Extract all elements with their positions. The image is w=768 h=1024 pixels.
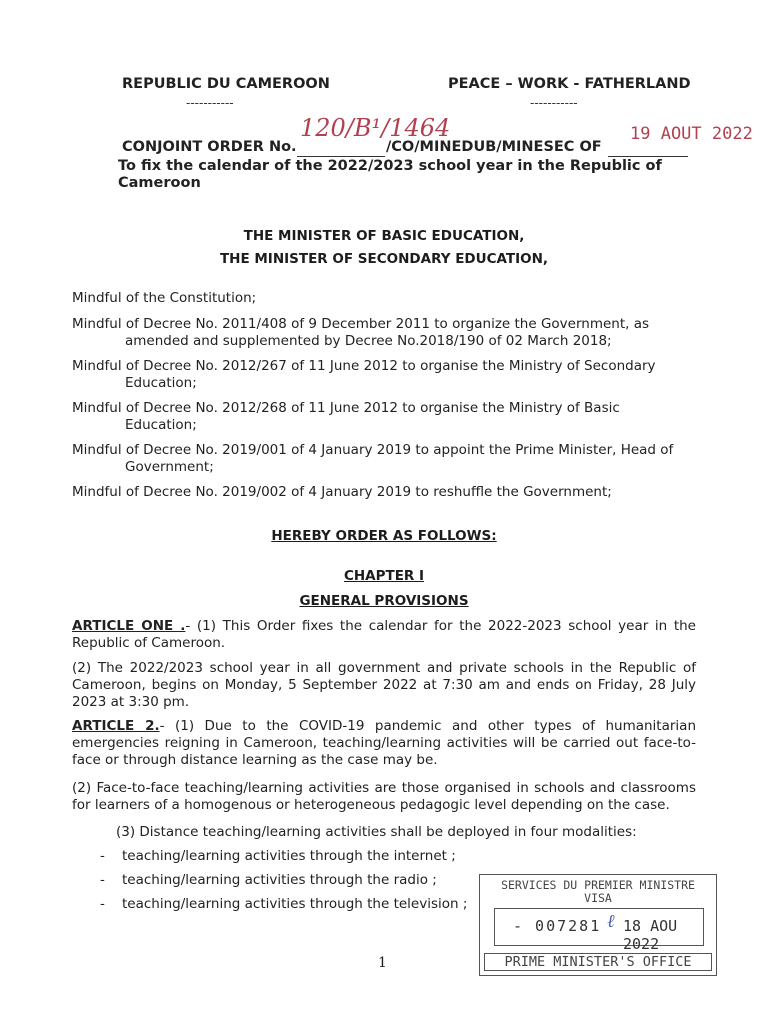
order-number-underline: [297, 156, 385, 157]
article-one-paragraph-2: (2) The 2022/2023 school year in all government and private schools in the Republic of Cameroon, begins on Monday, 5 September 2022 at 7:30 am and ends on Friday, 28 July 2023 at 3:30 pm.: [72, 660, 696, 710]
mindful-clause: Mindful of Decree No. 2019/001 of 4 January 2019 to appoint the Prime Minister, Head of Government;: [72, 442, 674, 475]
header-left-dashes: -----------: [186, 96, 234, 110]
order-title-line1: To fix the calendar of the 2022/2023 school year in the Republic of: [118, 158, 662, 174]
mindful-clause: Mindful of Decree No. 2019/002 of 4 January 2019 to reshuffle the Government;: [72, 484, 612, 500]
order-title-line2: Cameroon: [118, 175, 201, 191]
list-item: - teaching/learning activities through the television ;: [100, 896, 468, 912]
mindful-clause: Mindful of Decree No. 2012/267 of 11 June 2012 to organise the Ministry of Secondary Education;: [72, 358, 656, 391]
visa-stamp-line2: VISA: [584, 891, 612, 905]
visa-stamp-line1: SERVICES DU PREMIER MINISTRE: [501, 878, 695, 892]
list-item: - teaching/learning activities through the radio ;: [100, 872, 437, 888]
hereby-order-heading: HEREBY ORDER AS FOLLOWS:: [271, 528, 497, 544]
visa-stamp: [479, 874, 717, 976]
article-one: ARTICLE ONE .- (1) This Order fixes the calendar for the 2022-2023 school year in the Republic of Cameroon.: [72, 618, 696, 651]
header-left: REPUBLIC DU CAMEROON: [122, 76, 330, 92]
visa-stamp-footer: PRIME MINISTER'S OFFICE: [484, 953, 712, 971]
article-two-paragraph-2: (2) Face-to-face teaching/learning activities are those organised in schools and classrooms for learners of a homogenous or heterogeneous pedagogic level depending on the case.: [72, 780, 696, 813]
minister-basic-education: THE MINISTER OF BASIC EDUCATION,: [243, 228, 525, 244]
article-two-label: ARTICLE 2.: [72, 718, 160, 734]
chapter-number: CHAPTER I: [343, 568, 425, 584]
article-two: ARTICLE 2.- (1) Due to the COVID-19 pandemic and other types of humanitarian emergencies reigning in Cameroon, teaching/learning activities will be carried out face-to-face or through distance learning as the case may be.: [72, 718, 696, 768]
mindful-clause: Mindful of the Constitution;: [72, 290, 257, 306]
mindful-clause: Mindful of Decree No. 2012/268 of 11 June 2012 to organise the Ministry of Basic Education;: [72, 400, 620, 433]
mindful-clause: Mindful of Decree No. 2011/408 of 9 December 2011 to organize the Government, as amended and supplemented by Decree No.2018/190 of 02 March 2018;: [72, 316, 650, 349]
header-right-dashes: -----------: [530, 96, 578, 110]
minister-secondary-education: THE MINISTER OF SECONDARY EDUCATION,: [219, 251, 549, 267]
visa-stamp-date: 18 AOU 2022: [623, 917, 678, 953]
article-one-label: ARTICLE ONE .: [72, 618, 186, 634]
page-number: 1: [378, 955, 387, 971]
order-date-stamp: 19 AOUT 2022: [630, 124, 753, 144]
chapter-title: GENERAL PROVISIONS: [299, 593, 469, 609]
order-date-underline: [608, 156, 688, 157]
signature-mark-icon: ℓ: [607, 911, 615, 932]
order-suffix: /CO/MINEDUB/MINESEC OF: [386, 139, 602, 155]
visa-stamp-box: [494, 908, 704, 953]
handwritten-order-number: 120/B¹/1464: [300, 114, 451, 142]
list-item: - teaching/learning activities through the internet ;: [100, 848, 456, 864]
order-prefix: CONJOINT ORDER No.: [122, 139, 297, 155]
visa-stamp-number: - 007281: [513, 917, 602, 935]
article-two-paragraph-3: (3) Distance teaching/learning activities shall be deployed in four modalities:: [116, 824, 637, 840]
header-right: PEACE – WORK - FATHERLAND: [448, 76, 691, 92]
